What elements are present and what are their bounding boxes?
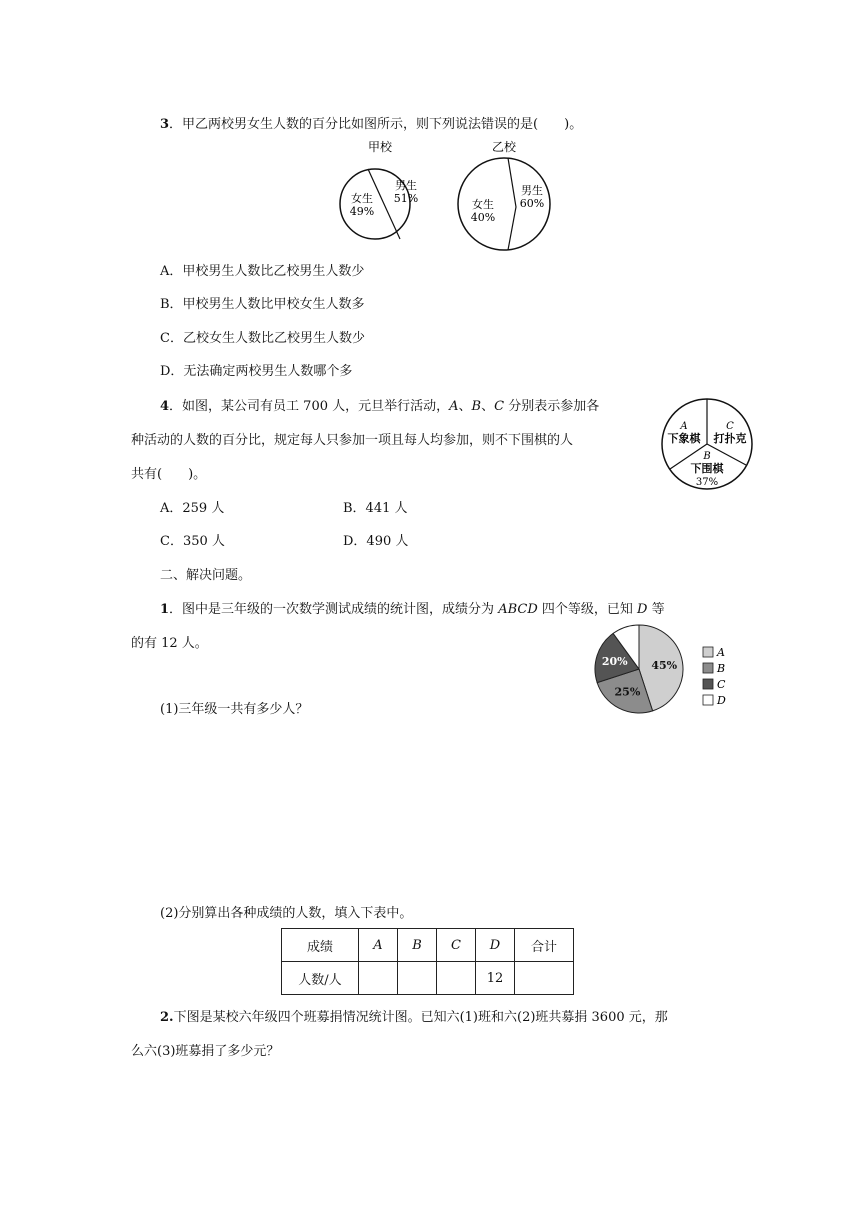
q3-stem [160,113,582,132]
pie-label-a: 45% [651,659,678,673]
p2-text-1: 下图是某校六年级四个班募捐情况统计图。已知六(1)班和六(2)班共募捐 3600 元，那 [173,1010,668,1025]
legend-label-b: B [717,662,726,675]
q4-pie-b-pct: 37% [695,477,719,488]
p1-sub1: (1)三年级一共有多少人？ [160,702,309,717]
table-cell [515,962,574,995]
pie-label-b: 25% [614,685,641,699]
legend-label-c: C [717,678,726,691]
p1-var-d: D [637,602,648,617]
legend-swatch-c [703,679,713,689]
p1-text-3: 等 [647,602,665,617]
p1-sub2: (2)分别算出各种成绩的人数，填入下表中。 [160,906,413,921]
q3-pie-b-female-pct: 40% [470,211,496,224]
legend-label-d: D [717,694,726,707]
q4-pie-chart [660,397,756,493]
q3-text: ．甲乙两校男女生人数的百分比如图所示，则下列说法错误的是( )。 [169,117,583,132]
q4-stem-line3: 共有( )。 [131,467,207,482]
table-header-cell: A [359,929,398,962]
q3-pie-charts [330,136,560,251]
p2-stem-line1 [160,1006,668,1025]
p1-legend [703,646,726,707]
q3-pie-b-male-pct: 60% [519,197,545,210]
table-cell [398,962,437,995]
q3-pie-b-title: 乙校 [491,140,517,154]
legend-swatch-a [703,647,713,657]
q4-stem-line1 [160,395,599,414]
p1-pie-chart [588,620,738,720]
table-header-cell: 合计 [515,929,574,962]
q3-option-a: A．甲校男生人数比乙校男生人数少 [160,264,365,279]
table-row [282,962,574,995]
table-header-cell: B [398,929,437,962]
q3-pie-a-male-pct: 51% [393,192,419,205]
q3-pie-b-male-label: 男生 [521,184,543,197]
table-cell [359,962,398,995]
p2-number: 2. [160,1010,174,1025]
legend-swatch-b [703,663,713,673]
q4-option-a: A．259 人 [160,501,225,516]
q3-pie-a-female-pct: 49% [349,205,375,218]
section-title: 二、解决问题。 [160,568,252,583]
q3-pie-a-female-label: 女生 [351,192,373,205]
q3-option-d: D．无法确定两校男生人数哪个多 [160,364,353,379]
q3-option-c: C．乙校女生人数比乙校男生人数少 [160,331,365,346]
q4-pie-c-label: 打扑克 [713,432,747,445]
q4-text-2: 分别表示参加各 [504,399,600,414]
score-table [281,928,574,995]
p1-text-1: ．图中是三年级的一次数学测试成绩的统计图，成绩分为 [169,602,499,617]
q4-stem-line2: 种活动的人数的百分比，规定每人只参加一项且每人均参加，则不下围棋的人 [131,433,574,448]
q4-pie-a-label: 下象棋 [667,432,701,445]
q3-number: 3 [160,117,170,132]
table-cell: 人数/人 [282,962,359,995]
p1-stem-line1 [160,598,665,617]
q3-option-b: B．甲校男生人数比甲校女生人数多 [160,297,365,312]
q4-number: 4 [160,399,170,414]
q4-sep-1: 、 [458,399,472,414]
q4-pie-a-letter: A [680,421,688,432]
q4-pie-b-letter: B [703,451,711,462]
q3-pie-b-female-label: 女生 [472,198,494,211]
q4-var-b: B [471,399,482,414]
q4-text-1: ．如图，某公司有员工 700 人，元旦举行活动， [169,399,450,414]
p1-stem-line2: 的有 12 人。 [131,636,208,651]
q4-option-b: B．441 人 [343,501,408,516]
p1-text-2: 四个等级，已知 [537,602,638,617]
q4-option-c: C．350 人 [160,534,225,549]
table-header-cell: 成绩 [282,929,359,962]
q4-option-d: D．490 人 [343,534,409,549]
q4-sep-2: 、 [481,399,495,414]
table-cell [437,962,476,995]
legend-swatch-d [703,695,713,705]
q4-var-c: C [494,399,505,414]
q4-var-a: A [449,399,459,414]
q4-pie-c-letter: C [726,421,734,432]
p1-number: 1 [160,602,170,617]
q4-pie-b-label: 下围棋 [690,462,724,475]
table-header-cell: D [476,929,515,962]
p2-stem-line2: 么六(3)班募捐了多少元？ [131,1044,280,1059]
q3-pie-a-title: 甲校 [367,140,393,154]
table-row [282,929,574,962]
table-cell: 12 [476,962,515,995]
q3-pie-a-male-label: 男生 [395,179,417,192]
p1-var-abcd: ABCD [498,602,538,617]
pie-label-c: 20% [601,655,628,669]
legend-label-a: A [717,646,725,659]
table-header-cell: C [437,929,476,962]
